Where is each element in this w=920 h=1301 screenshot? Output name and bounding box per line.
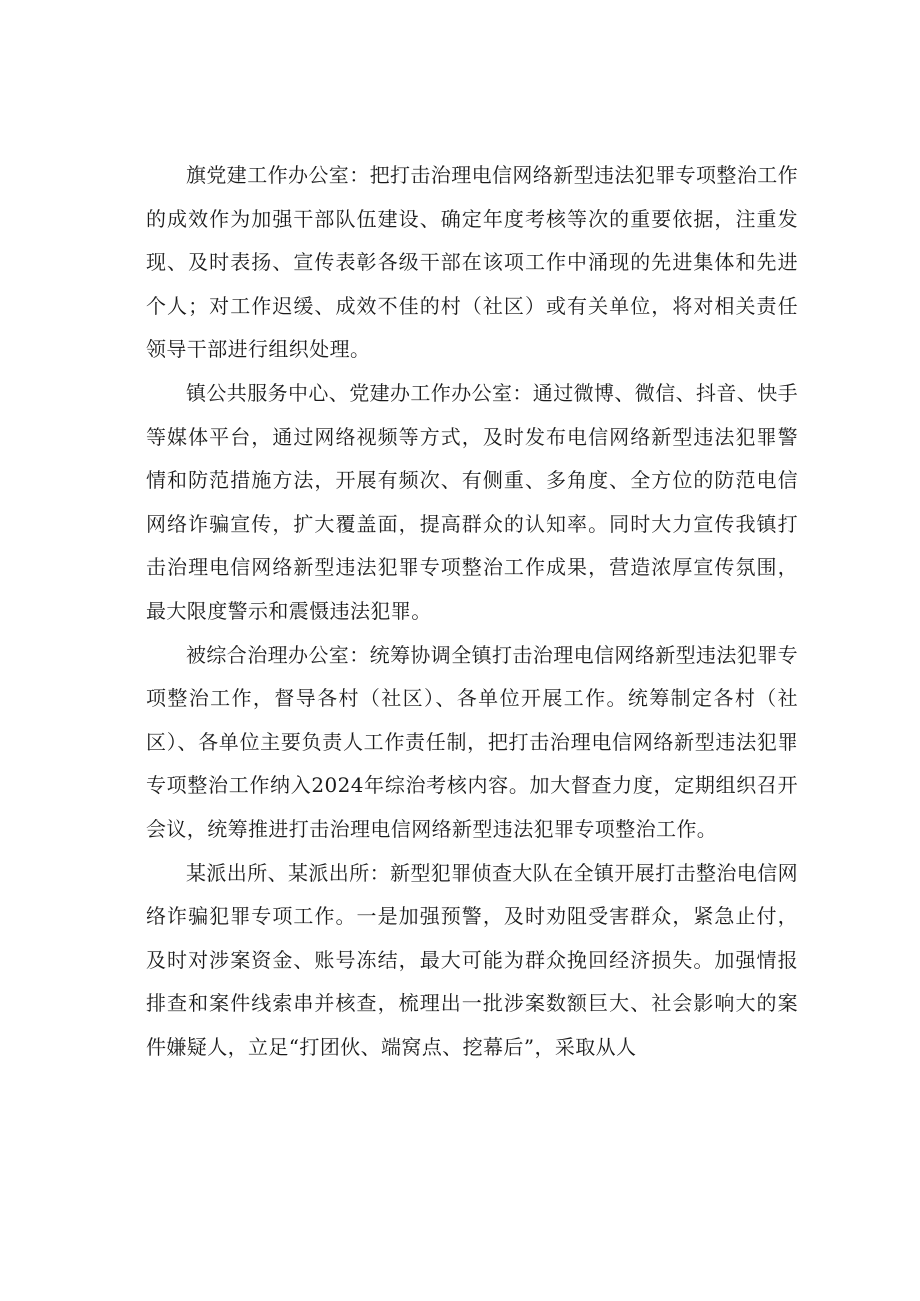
paragraph-party-building-office: 旗党建工作办公室：把打击治理电信网络新型违法犯罪专项整治工作的成效作为加强干部队伍建设、确定年度考核等次的重要依据，注重发现、及时表扬、宣传表彰各级干部在该项工作中涌现的先进集体和先进个人；对工作迟缓、成效不佳的村（社区）或有关单位，将对相关责任领导干部进行组织处理。 bbox=[146, 163, 798, 362]
paragraph-police-station: 某派出所、某派出所：新型犯罪侦查大队在全镇开展打击整治电信网络诈骗犯罪专项工作。一是加强预警，及时劝阻受害群众，紧急止付，及时对涉案资金、账号冻结，最大可能为群众挽回经济损失。加强情报排查和案件线索串并核查，梳理出一批涉案数额巨大、社会影响大的案件嫌疑人，立足“打团伙、端窝点、挖幕后”，采取从人 bbox=[146, 860, 798, 1059]
paragraph-comprehensive-governance-office: 被综合治理办公室：统筹协调全镇打击治理电信网络新型违法犯罪专项整治工作，督导各村（社区）、各单位开展工作。统筹制定各村（社区）、各单位主要负责人工作责任制，把打击治理电信网络新型违法犯罪专项整治工作纳入2024年综治考核内容。加大督查力度，定期组织召开会议，统筹推进打击治理电信网络新型违法犯罪专项整治工作。 bbox=[146, 642, 798, 841]
document-body bbox=[146, 154, 798, 1069]
paragraph-public-service-center: 镇公共服务中心、党建办工作办公室：通过微博、微信、抖音、快手等媒体平台，通过网络视频等方式，及时发布电信网络新型违法犯罪警情和防范措施方法，开展有频次、有侧重、多角度、全方位的防范电信网络诈骗宣传，扩大覆盖面，提高群众的认知率。同时大力宣传我镇打击治理电信网络新型违法犯罪专项整治工作成果，营造浓厚宣传氛围，最大限度警示和震慑违法犯罪。 bbox=[146, 380, 798, 623]
